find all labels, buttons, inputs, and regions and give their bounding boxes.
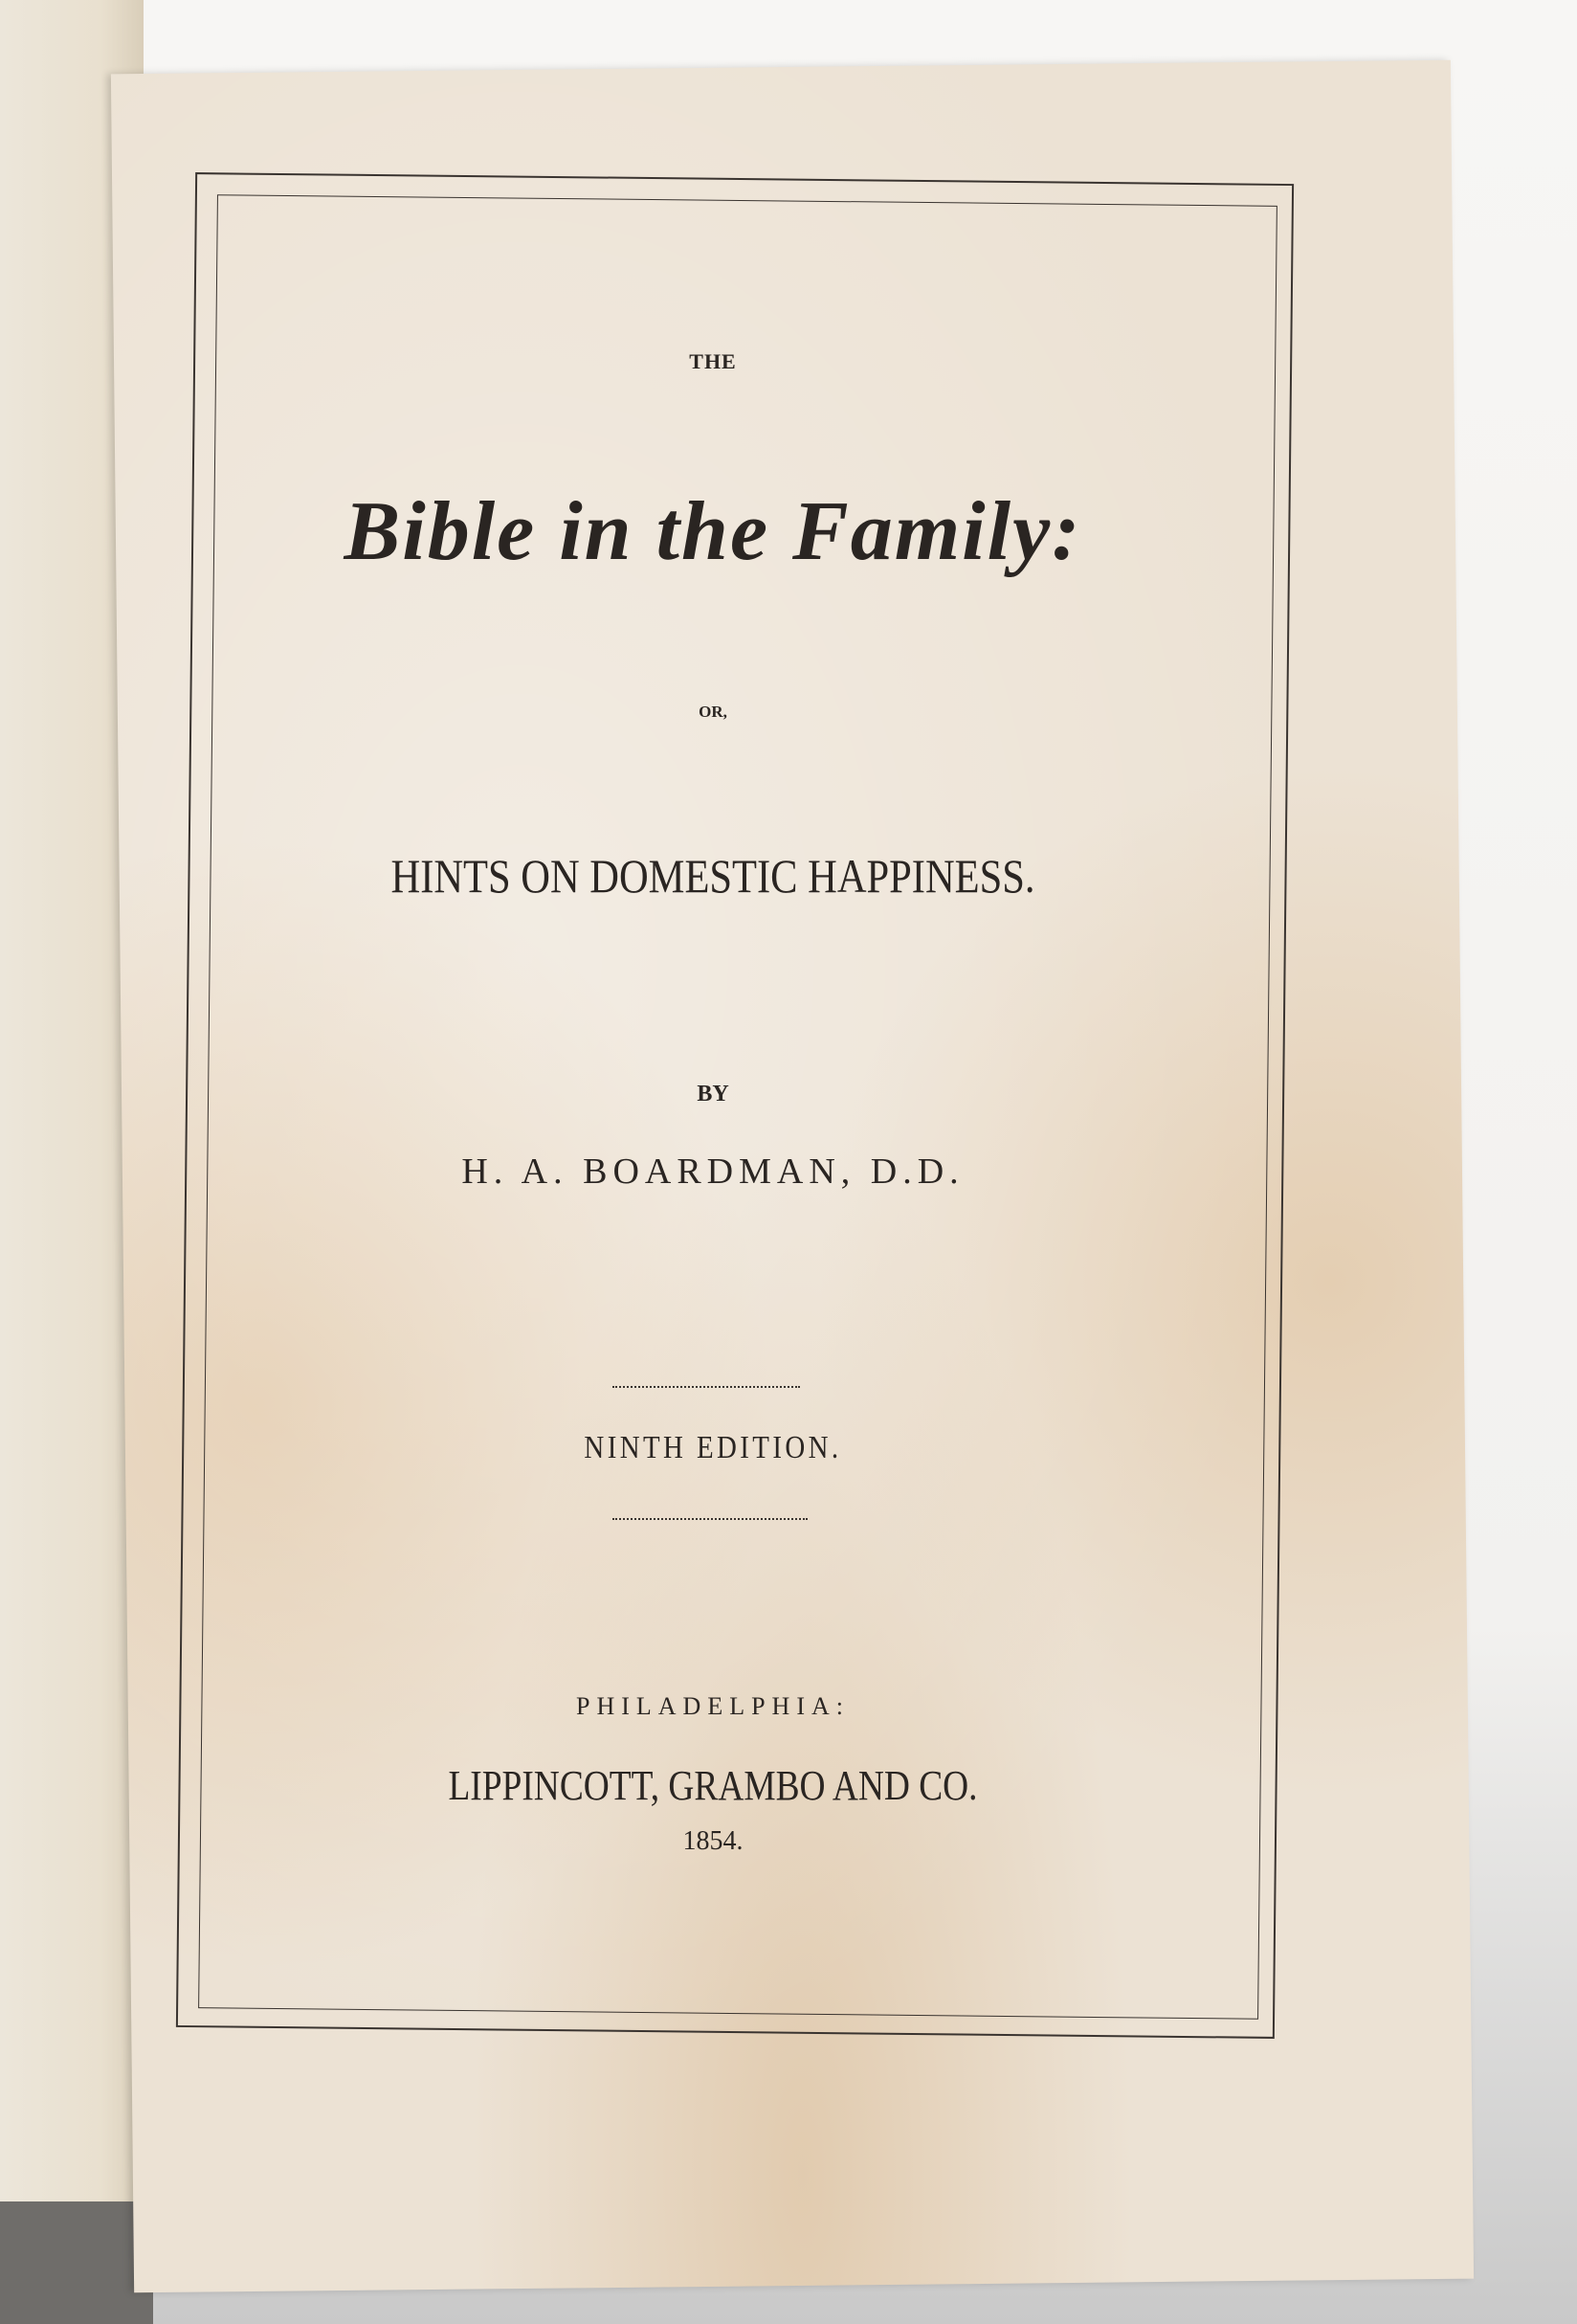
ornamental-rule-top bbox=[612, 1378, 800, 1388]
publisher-name: LIPPINCOTT, GRAMBO AND CO. bbox=[448, 1762, 978, 1809]
edition-label: NINTH EDITION. bbox=[584, 1430, 842, 1465]
book-shadow bbox=[0, 2201, 153, 2324]
publication-city: PHILADELPHIA: bbox=[576, 1692, 850, 1720]
publication-year: 1854. bbox=[682, 1826, 744, 1856]
by-label: BY bbox=[697, 1082, 729, 1106]
ornamental-rule-bottom bbox=[612, 1510, 808, 1520]
title-article: THE bbox=[689, 349, 737, 373]
author-name: H. A. BOARDMAN, D.D. bbox=[461, 1151, 965, 1192]
book-title: Bible in the Family: bbox=[344, 485, 1082, 578]
book-subtitle: HINTS ON DOMESTIC HAPPINESS. bbox=[390, 849, 1035, 903]
title-or: OR, bbox=[699, 703, 727, 721]
